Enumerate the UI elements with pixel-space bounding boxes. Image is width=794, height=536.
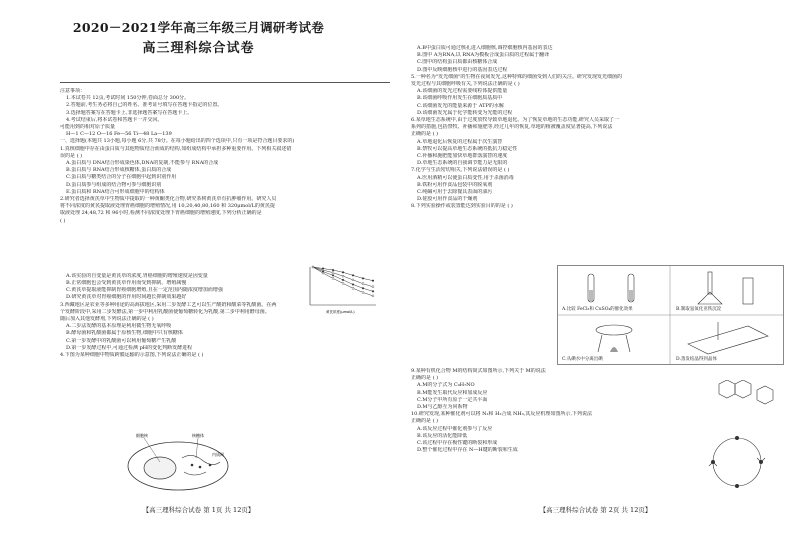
data-point: [342, 275, 344, 277]
exam-subtitle: 高三理科综合试卷: [142, 41, 255, 56]
q6-stem: 6.某草地生态系统中,由于过度放牧导致草地退化。为了恢复草地的生态功能,研究人员采取了一: [411, 117, 619, 124]
q6-stem: 系列的措施,包括禁牧、补播和施肥等,经过几年的恢复,草地的植被覆盖度显著提高,下列说法: [411, 124, 613, 131]
data-point: [372, 286, 374, 288]
q4-option: B.图中 A为RNA,以 RNA为模板合成蛋白质的过程属于翻译: [417, 52, 550, 59]
data-point: [362, 278, 364, 280]
q1-option: A.蛋白质与 DNA结合形成染色体,DNA的复制,不能参与 RNA的合成: [66, 160, 219, 167]
caption-b: B.制取氢氧化亚铁沉淀: [676, 307, 722, 312]
intermediate-node: [735, 436, 739, 440]
q10-option: A.该反应过程中催化剂参与了反应: [417, 425, 493, 432]
ring-icon: [757, 386, 773, 404]
q1-option: E.蛋白质和 RNA结合可形成细胞中的结构体: [66, 188, 165, 195]
q8-stem: 8.下列实验操作或装置能达到实验目的的是 ( ): [411, 203, 513, 210]
q10-option: D.整个催化过程中存在 N—H键的断裂和生成: [417, 447, 518, 454]
liquid-fill: [629, 290, 633, 301]
data-point: [352, 274, 354, 276]
note-item: 3.选择题答案写在答题卡上,非选择题答案写在答题卡上。: [66, 109, 193, 116]
q9-option: D.M与乙醇互为同系物: [417, 404, 468, 411]
q2-option: D.研究黄芪草对胃癌细胞的作用时间越长抑制效果越好: [66, 294, 187, 301]
data-point: [352, 287, 354, 289]
q5-option: B.该细菌呼吸作用发生在细胞质基质中: [417, 95, 503, 102]
q9-option: C.M分子中所有原子一定共平面: [417, 396, 488, 403]
catalytic-cycle-diagram: [687, 428, 787, 498]
label-nucleus: 细胞核: [136, 433, 148, 438]
q3-stem: 随后加入其他发酵剂,下列说法正确的是 ( ): [60, 316, 154, 323]
notes-heading: 注意事项：: [60, 88, 86, 94]
chart-series-group: [312, 266, 374, 297]
label-ribosome: 核糖体: [192, 433, 204, 438]
q10-option: C.该过程中存在极性键的断裂和形成: [417, 440, 498, 447]
caption-a: A.比较 FeCl₃和 CuSO₄的催化效果: [562, 307, 633, 312]
q2-stem: 取液处理 24,48,72 和 96小时,检测不同浓度处理下胃癌细胞的增殖速度,下列分析正确的是: [60, 210, 262, 217]
q3-option: B.酵母菌和乳酸菌都属于原核生物,细胞中只有核糖体: [66, 330, 183, 337]
data-point: [342, 282, 344, 284]
q4-stem: 4.下图为某种细胞中物质跨膜运输的示意图,下列说法正确的是 ( ): [60, 352, 204, 359]
caption-d: D.蒸发结晶得到晶体: [676, 357, 717, 362]
q10-stem: 10.研究发现,某种催化剂可以将 N₂和 H₂合成 NH₃,其反应机理如图所示,下列说法: [411, 411, 592, 418]
q2-stem: 2.研究者选择黄芪草中生物质中提取的一种黄酮类化合物,研究茶树黄芪草有抗肿瘤作用。研究人员: [60, 196, 277, 203]
data-point: [312, 266, 314, 268]
q6-option: D.草地生态系统的自我调节能力是无限的: [417, 160, 508, 167]
data-point: [372, 280, 374, 282]
q9-stem: 正确的是 ( ): [411, 375, 439, 382]
data-point: [322, 272, 324, 274]
page-footer: 【高三理科综合试卷 第 2页 共 12页】: [539, 506, 652, 514]
data-point: [332, 269, 334, 271]
benzene-ring-icon: [719, 380, 735, 398]
q8-figure: [557, 265, 784, 365]
note-item: 4.考试结束后,将本试卷和答题卡一并交回。: [66, 116, 163, 123]
q5-option: C.该细菌发光的能量来源于 ATP的水解: [417, 102, 504, 109]
q6-stem: 正确的是 ( ): [411, 131, 439, 138]
q3-stem: 3.西藏地区是农业等多种用途的高海拔地区,采用二步发酵工艺可以生产酸奶和酸菜等乳酸菌。在两: [60, 301, 277, 308]
apparatus-drawing: [558, 266, 783, 364]
q1-option: C.蛋白质与糖类结合的分子在细胞中起到识别作用: [66, 174, 177, 181]
q4-option: A.B中蛋白质可通过核孔进入细胞核,调控细胞核内基因的表达: [417, 45, 553, 51]
molecule-structure: [709, 380, 781, 410]
data-point: [332, 274, 334, 276]
data-point: [342, 279, 344, 281]
q9-stem: 9.某种有机化合物 M的结构简式如图所示,下列关于 M的说法: [411, 368, 546, 374]
label-er: 内质网: [212, 452, 224, 457]
liquid-fill: [589, 290, 593, 301]
q6-option: A.草地退化后恢复的过程属于次生演替: [417, 138, 503, 145]
q2-option: C.黄芪草提取液能抑制胃癌细胞增殖,且在一定范围内随浓度增加而增强: [66, 287, 223, 294]
q2-stem: 将不同浓度的黄芪提取液处理胃癌细胞的增殖情况,用 10,20,40,80,160 和 320μmol/L的黄芪提: [60, 203, 275, 210]
q3-option: C.第一步发酵中的乳酸菌可以利用葡萄糖产生乳酸: [66, 337, 177, 344]
data-point: [352, 284, 354, 286]
data-point: [372, 295, 374, 297]
page-footer: 【高三理科综合试卷 第 1页 共 12页】: [142, 506, 255, 514]
q10-option: B.该反应的活化能降低: [417, 432, 468, 439]
exam-title: 2020－2021学年高三年级三月调研考试卷: [72, 20, 325, 35]
q7-option: C.纯碱可用于去除餐具表面的油污: [417, 189, 493, 196]
data-point: [332, 272, 334, 274]
data-point: [362, 287, 364, 289]
q10-stem: 正确的是 ( ): [411, 418, 439, 425]
x-axis-label: 黄芪浓度(μmol/L): [326, 310, 355, 314]
data-point: [362, 283, 364, 285]
label-line: [196, 438, 198, 458]
q6-option: C.补播和施肥能加快草地群落演替的速度: [417, 153, 508, 160]
data-point: [342, 271, 344, 273]
q7-option: B.铁粉可用作食品包装中的脱氧剂: [417, 181, 493, 188]
beaker-icon: [743, 278, 753, 304]
right-content: [411, 45, 787, 211]
cell-diagram: [120, 432, 240, 494]
atomic-mass-values: H—1 C—12 O—16 Fe—56 Ti—48 La—139: [66, 131, 172, 138]
burette-icon: [708, 272, 712, 294]
q1-stem: 1.真核细胞中存在由蛋白质与其他物质结合而成的结构,如组成结构中承担多种重要作用。下列相关叙述错: [60, 145, 292, 152]
intermediate-node: [711, 460, 715, 464]
data-point: [362, 292, 364, 294]
data-point: [332, 278, 334, 280]
left-content: [60, 88, 388, 359]
title-divider: [60, 82, 390, 83]
flame-icon: [610, 347, 618, 352]
q1-option: B.蛋白质与 RNA结合形成核糖体,蛋白质的合成: [66, 167, 172, 174]
nucleus-shape: [144, 457, 176, 479]
ribosome-dot: [209, 464, 212, 467]
page-2: [397, 0, 794, 536]
section-heading: 一、选择题(本题共 13小题,每小题 6分,共 78分。在每小题给出的四个选项中,只有一项是符合题目要求的): [60, 138, 295, 145]
data-point: [372, 290, 374, 292]
q5-stem: 发光过程与其细胞呼吸有关,下列说法正确的是 ( ): [411, 81, 520, 88]
q2-stem: ( ): [60, 217, 66, 224]
q2-option: A.该实验的自变量是黄芪草的浓度,胃癌细胞的增殖速度是因变量: [66, 272, 208, 279]
q4-option: D.图中反映细胞核中进行的基因表达过程: [417, 66, 508, 73]
stand-leg: [626, 335, 630, 352]
atomic-mass-heading: 可能用到的相对原子质量: [60, 124, 116, 131]
plate-icon: [688, 326, 768, 354]
q6-option: B.禁牧可以提高草地生态系统的抵抗力稳定性: [417, 145, 518, 152]
q2-option: B.正常细胞也会受到黄芪草作用而受到抑制、增殖减慢: [66, 280, 187, 287]
q5-option: A.该细菌的发光过程需要线粒体提供能量: [417, 88, 508, 95]
er-shape-2: [184, 472, 206, 475]
q3-option: D.第一步发酵过程中,可通过检测 pH的变化判断发酵进程: [66, 344, 193, 351]
cycle-ring: [713, 438, 761, 486]
ribosome-dot: [199, 466, 202, 469]
q4-option: C.图中的结构蛋白质都由核糖体合成: [417, 59, 498, 66]
q1-stem: 误的是 ( ): [60, 152, 83, 159]
intermediate-node: [759, 460, 763, 464]
note-item: 2.答题前,考生务必将自己的姓名、准考证号填写在答题卡指定的位置。: [66, 102, 223, 109]
intermediate-node: [735, 484, 739, 488]
q9-option: A.M的分子式为 C₉H₇NO: [417, 382, 475, 389]
q3-option: A.二步法发酵的基本原理是利用微生物无氧呼吸: [66, 323, 172, 330]
growth-chart: [298, 263, 380, 315]
q7-option: D.硅胶可用作食品的干燥剂: [417, 196, 478, 203]
ring-icon: [735, 380, 751, 398]
caption-c: C.从碘水中分离出碘: [562, 357, 603, 362]
note-item: 1.本试卷共 12页,考试时间 150分钟,卷面总分 300分。: [66, 95, 190, 102]
q5-option: D.该细菌发光属于化学能转变为光能的过程: [417, 109, 513, 116]
q3-stem: 个发酵阶段中,采用二步发酵法,第一步中利用乳酸菌使葡萄糖转化为乳酸,第二步中利用酵母菌。: [60, 308, 270, 315]
q5-stem: 5.一种名为"发光细菌"的生物在夜间发光,这种特殊的细菌受到人们的关注。研究发现发光细菌的: [411, 73, 622, 80]
data-point: [352, 279, 354, 281]
q7-option: A.医用酒精可以使蛋白质变性,用于杀菌消毒: [417, 174, 514, 181]
stand-leg: [598, 335, 602, 352]
ribosome-dot: [191, 464, 194, 467]
cell-membrane: [128, 442, 228, 490]
q1-option: D.蛋白质参与组成的结合物可参与细胞识别: [66, 181, 162, 188]
q7-stem: 7.化学与生活密切相关,下列说法错误的是 ( ): [411, 167, 510, 174]
dish-icon: [596, 325, 632, 335]
q9-option: B.M能发生取代反应和加成反应: [417, 389, 488, 396]
